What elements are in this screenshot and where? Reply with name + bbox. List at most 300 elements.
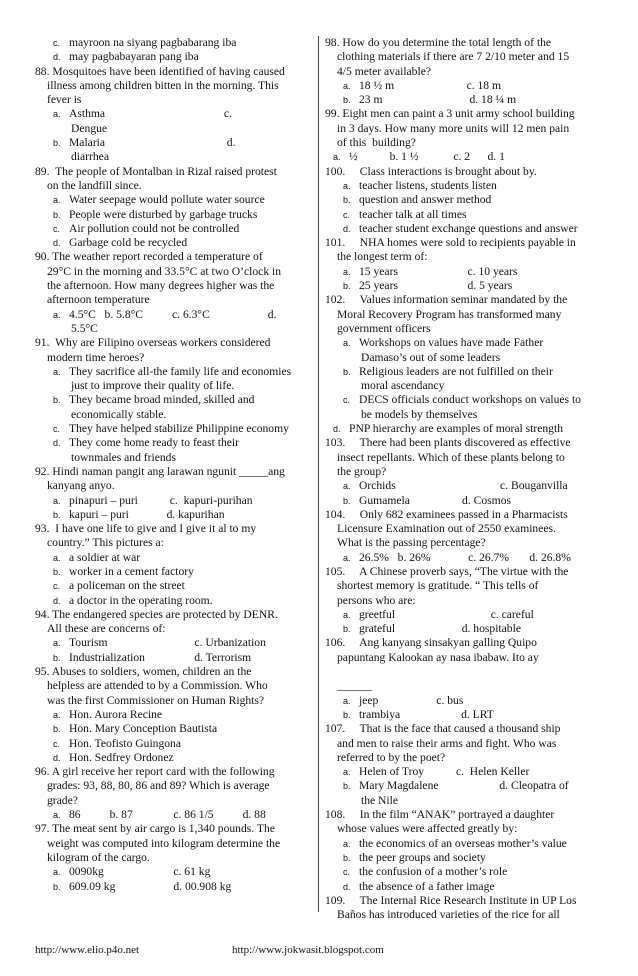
line-text: persons who are: bbox=[337, 593, 416, 607]
line-text: They became broad minded, skilled and bbox=[69, 393, 255, 407]
option-line bbox=[325, 479, 603, 493]
option-marker: d. bbox=[53, 752, 61, 763]
line-text: teacher talk at all times bbox=[359, 207, 467, 221]
line-text: of this building? bbox=[337, 136, 416, 150]
option-line bbox=[35, 636, 313, 650]
option-marker: b. bbox=[343, 709, 351, 720]
line-text: Hon. Aurora Recine bbox=[69, 707, 163, 721]
line-text: country.” This pictures a: bbox=[47, 536, 164, 550]
line-text: 102. Values information seminar mandated by the bbox=[325, 293, 568, 307]
question-line bbox=[325, 122, 603, 136]
line-text: Mary Magdalene d. Cleopatra of bbox=[359, 779, 569, 793]
line-text: 107. That is the face that caused a thousand ship bbox=[325, 722, 561, 736]
question-line bbox=[35, 79, 313, 93]
line-text: kanyang anyo. bbox=[47, 479, 115, 493]
option-line bbox=[325, 365, 603, 379]
option-line bbox=[325, 694, 603, 708]
question-line bbox=[325, 236, 603, 250]
option-marker: d. bbox=[343, 223, 351, 234]
option-marker: a. bbox=[53, 552, 61, 563]
line-text: modern time heroes? bbox=[47, 350, 145, 364]
option-marker: c. bbox=[343, 209, 351, 220]
question-line bbox=[325, 522, 603, 536]
line-text: 105. A Chinese proverb says, “The virtue with the bbox=[325, 564, 569, 578]
question-line bbox=[35, 522, 313, 536]
line-text: the afternoon. How many degrees higher was the bbox=[47, 279, 275, 293]
line-text: Moral Recovery Program has transformed many bbox=[337, 307, 562, 321]
option-line bbox=[325, 193, 603, 207]
option-marker: a. bbox=[343, 80, 351, 91]
question-line bbox=[35, 336, 313, 350]
line-text: papuntang Kalookan ay nasa ibabaw. Ito ay bbox=[337, 650, 539, 664]
option-line bbox=[35, 50, 313, 64]
option-line bbox=[325, 279, 603, 293]
option-line bbox=[35, 594, 313, 608]
line-text: Air pollution could not be controlled bbox=[69, 221, 240, 235]
question-line bbox=[325, 594, 603, 608]
left-column bbox=[35, 36, 313, 894]
right-column bbox=[325, 36, 603, 922]
option-line bbox=[325, 779, 603, 793]
line-text: 100. Class interactions is brought about by. bbox=[325, 164, 537, 178]
option-marker: d. bbox=[53, 238, 61, 249]
option-line bbox=[35, 551, 313, 565]
line-text: the Nile bbox=[361, 793, 399, 807]
line-text: shortest memory is gratitude. “ This tells of bbox=[337, 579, 539, 593]
option-line bbox=[35, 808, 313, 822]
line-text: They have helped stabilize Philippine economy bbox=[69, 422, 289, 436]
option-marker: b. bbox=[53, 395, 61, 406]
line-text: the longest term of: bbox=[337, 250, 428, 264]
line-text: 96. A girl receive her report card with the following bbox=[35, 765, 275, 779]
line-text: 89. The people of Montalban in Rizal raised protest bbox=[35, 164, 277, 178]
line-text: 97. The meat sent by air cargo is 1,340 pounds. The bbox=[35, 822, 275, 836]
line-text: 26.5% b. 26% c. 26.7% d. 26.8% bbox=[359, 550, 571, 564]
line-text: jeep c. bus bbox=[359, 693, 464, 707]
line-text: Helen of Troy c. Helen Keller bbox=[359, 765, 530, 779]
question-line bbox=[35, 694, 313, 708]
line-text: Workshops on values have made Father bbox=[359, 336, 544, 350]
line-text: 94. The endangered species are protected by DENR. bbox=[35, 607, 278, 621]
question-line bbox=[35, 379, 313, 393]
option-line bbox=[35, 365, 313, 379]
option-marker: a. bbox=[343, 838, 351, 849]
line-text: kapuri – puri d. kapurihan bbox=[69, 507, 225, 521]
option-marker: c. bbox=[53, 738, 61, 749]
question-line bbox=[325, 565, 603, 579]
option-line bbox=[35, 208, 313, 222]
line-text: 95. Abuses to soldiers, women, children an the bbox=[35, 665, 252, 679]
option-marker: a. bbox=[53, 638, 61, 649]
option-line bbox=[325, 608, 603, 622]
line-text: insect repellants. Which of these plants belong to bbox=[337, 450, 565, 464]
option-line bbox=[325, 880, 603, 894]
question-line bbox=[325, 408, 603, 422]
option-marker: a. bbox=[53, 109, 61, 120]
option-marker: c. bbox=[53, 424, 61, 435]
option-marker: b. bbox=[343, 95, 351, 106]
line-text: referred to by the poet? bbox=[337, 750, 446, 764]
option-marker: b. bbox=[53, 209, 61, 220]
line-text: grateful d. hospitable bbox=[359, 622, 521, 636]
option-marker: a. bbox=[53, 366, 61, 377]
question-line bbox=[35, 65, 313, 79]
line-text: DECS officials conduct workshops on values to bbox=[359, 393, 581, 407]
line-text: be models by themselves bbox=[361, 407, 478, 421]
option-line bbox=[35, 579, 313, 593]
option-line bbox=[325, 79, 603, 93]
option-line bbox=[325, 93, 603, 107]
option-line bbox=[325, 393, 603, 407]
question-line bbox=[35, 665, 313, 679]
question-line bbox=[35, 765, 313, 779]
question-line bbox=[325, 136, 603, 150]
line-text: on the landfill since. bbox=[47, 178, 142, 192]
line-text: Gumamela d. Cosmos bbox=[359, 493, 511, 507]
question-line bbox=[35, 150, 313, 164]
question-line bbox=[325, 322, 603, 336]
option-marker: d. bbox=[343, 881, 351, 892]
line-text: 25 years d. 5 years bbox=[359, 279, 513, 293]
line-text: diarrhea bbox=[71, 150, 109, 164]
line-text: What is the passing percentage? bbox=[337, 536, 486, 550]
line-text: the group? bbox=[337, 464, 387, 478]
option-line bbox=[325, 551, 603, 565]
line-text: a policeman on the street bbox=[69, 579, 185, 593]
option-line bbox=[35, 651, 313, 665]
line-text: ½ b. 1 ½ c. 2 d. 1 bbox=[349, 150, 505, 164]
question-line bbox=[325, 737, 603, 751]
line-text: just to improve their quality of life. bbox=[71, 379, 235, 393]
option-line bbox=[35, 751, 313, 765]
option-marker: a. bbox=[343, 695, 351, 706]
option-marker: b. bbox=[53, 724, 61, 735]
question-line bbox=[325, 351, 603, 365]
option-marker: a. bbox=[343, 767, 351, 778]
option-line bbox=[35, 136, 313, 150]
line-text: Hon. Sedfrey Ordonez bbox=[69, 750, 174, 764]
line-text: fever is bbox=[47, 93, 82, 107]
option-marker: b. bbox=[343, 781, 351, 792]
line-text: 92. Hindi naman pangit ang larawan ngunit _____ang bbox=[35, 464, 285, 478]
footer-right-url[interactable]: http://www.jokwasit.blogspot.com bbox=[232, 944, 384, 956]
line-text: 91. Why are Filipino overseas workers considered bbox=[35, 336, 271, 350]
option-line bbox=[35, 565, 313, 579]
line-text: illness among children bitten in the morning. This bbox=[47, 78, 279, 92]
line-text: 90. The weather report recorded a temperature of bbox=[35, 250, 263, 264]
question-line bbox=[325, 536, 603, 550]
option-line bbox=[325, 336, 603, 350]
question-line bbox=[325, 679, 603, 693]
option-line bbox=[35, 393, 313, 407]
option-marker: a. bbox=[53, 309, 61, 320]
line-text: PNP hierarchy are examples of moral strength bbox=[349, 422, 563, 436]
option-line bbox=[35, 880, 313, 894]
line-text: 0090kg c. 61 kg bbox=[69, 865, 211, 879]
question-line bbox=[35, 179, 313, 193]
option-line bbox=[35, 436, 313, 450]
option-line bbox=[325, 265, 603, 279]
line-text: teacher student exchange questions and answer bbox=[359, 221, 578, 235]
line-text: 18 ½ m c. 18 m bbox=[359, 78, 502, 92]
question-line bbox=[35, 250, 313, 264]
question-line bbox=[35, 279, 313, 293]
line-text: 108. In the film “ANAK” portrayed a daughter bbox=[325, 808, 555, 822]
line-text: 99. Eight men can paint a 3 unit army school building bbox=[325, 107, 575, 121]
question-line bbox=[35, 322, 313, 336]
option-marker: d. bbox=[53, 438, 61, 449]
question-line bbox=[325, 508, 603, 522]
option-marker: a. bbox=[343, 180, 351, 191]
option-line bbox=[325, 708, 603, 722]
line-text: kilogram of the cargo. bbox=[47, 850, 150, 864]
option-line bbox=[325, 422, 603, 436]
option-line bbox=[325, 622, 603, 636]
option-marker: a. bbox=[343, 481, 351, 492]
line-text: clothing materials if there are 7 2/10 meter and 15 bbox=[337, 50, 570, 64]
line-text: 86 b. 87 c. 86 1/5 d. 88 bbox=[69, 808, 266, 822]
option-line bbox=[325, 851, 603, 865]
footer-left-url[interactable]: http://www.elio.p4o.net bbox=[35, 944, 140, 956]
option-marker: b. bbox=[343, 852, 351, 863]
question-line bbox=[325, 908, 603, 922]
line-text: Orchids c. Bouganvilla bbox=[359, 479, 568, 493]
option-marker: b. bbox=[343, 624, 351, 635]
option-marker: c. bbox=[343, 867, 351, 878]
question-line bbox=[35, 293, 313, 307]
line-text: Baños has introduced varieties of the rice for all bbox=[337, 908, 560, 922]
question-line bbox=[35, 837, 313, 851]
line-text: government officers bbox=[337, 321, 431, 335]
question-line bbox=[325, 250, 603, 264]
option-marker: a. bbox=[343, 609, 351, 620]
question-line bbox=[35, 351, 313, 365]
question-line bbox=[325, 751, 603, 765]
line-text: helpless are attended to by a Commission. Who bbox=[47, 679, 268, 693]
question-line bbox=[325, 722, 603, 736]
line-text: and men to raise their arms and fight. Who was bbox=[337, 736, 557, 750]
line-text: Asthma c. bbox=[69, 107, 232, 121]
line-text: Hon. Mary Conception Bautista bbox=[69, 722, 218, 736]
line-text: whose values were affected greatly by: bbox=[337, 822, 518, 836]
line-text: 5.5°C bbox=[71, 321, 98, 335]
option-line bbox=[325, 179, 603, 193]
line-text: 15 years c. 10 years bbox=[359, 264, 518, 278]
question-line bbox=[325, 379, 603, 393]
line-text: All these are concerns of: bbox=[47, 622, 166, 636]
question-line bbox=[35, 608, 313, 622]
question-line bbox=[325, 822, 603, 836]
question-line bbox=[35, 479, 313, 493]
option-line bbox=[35, 422, 313, 436]
option-marker: a. bbox=[53, 810, 61, 821]
option-marker: a. bbox=[333, 152, 341, 163]
option-marker: a. bbox=[343, 552, 351, 563]
option-line bbox=[325, 765, 603, 779]
question-line bbox=[325, 579, 603, 593]
line-text: grades: 93, 88, 80, 86 and 89? Which is average bbox=[47, 779, 270, 793]
question-line bbox=[325, 107, 603, 121]
option-marker: a. bbox=[53, 867, 61, 878]
line-text: 88. Mosquitoes have been identified of having caused bbox=[35, 64, 285, 78]
option-line bbox=[35, 494, 313, 508]
option-line bbox=[35, 107, 313, 121]
line-text: a soldier at war bbox=[69, 550, 141, 564]
question-line bbox=[35, 93, 313, 107]
question-line bbox=[325, 436, 603, 450]
option-line bbox=[325, 837, 603, 851]
question-line bbox=[35, 851, 313, 865]
question-line bbox=[35, 679, 313, 693]
question-line bbox=[325, 794, 603, 808]
line-text: greetful c. careful bbox=[359, 607, 534, 621]
line-text: in 3 days. How many more units will 12 men pain bbox=[337, 121, 570, 135]
option-line bbox=[35, 222, 313, 236]
option-line bbox=[35, 708, 313, 722]
option-marker: b. bbox=[53, 881, 61, 892]
line-text: Hon. Teofisto Guingona bbox=[69, 736, 182, 750]
line-text: teacher listens, students listen bbox=[359, 178, 497, 192]
line-text: the peer groups and society bbox=[359, 850, 486, 864]
line-text: Dengue bbox=[71, 121, 108, 135]
question-line bbox=[325, 665, 603, 679]
line-text: 4.5°C b. 5.8°C c. 6.3°C d. bbox=[69, 307, 277, 321]
line-text: the absence of a father image bbox=[359, 879, 495, 893]
question-line bbox=[35, 122, 313, 136]
option-marker: d. bbox=[53, 52, 61, 63]
column-divider bbox=[318, 36, 319, 912]
option-marker: d. bbox=[333, 424, 341, 435]
question-line bbox=[35, 536, 313, 550]
question-line bbox=[325, 894, 603, 908]
option-marker: c. bbox=[53, 38, 61, 48]
option-marker: a. bbox=[53, 495, 61, 506]
option-line bbox=[35, 737, 313, 751]
line-text: Garbage cold be recycled bbox=[69, 236, 188, 250]
option-line bbox=[35, 722, 313, 736]
line-text: trambiya d. LRT bbox=[359, 707, 494, 721]
option-marker: c. bbox=[53, 581, 61, 592]
question-line bbox=[35, 408, 313, 422]
question-line bbox=[325, 50, 603, 64]
option-marker: a. bbox=[343, 338, 351, 349]
question-line bbox=[35, 622, 313, 636]
question-line bbox=[35, 265, 313, 279]
line-text: They come home ready to feast their bbox=[69, 436, 239, 450]
option-marker: b. bbox=[53, 652, 61, 663]
option-line bbox=[35, 508, 313, 522]
line-text: mayroon na siyang pagbabarang iba bbox=[69, 36, 237, 49]
option-line bbox=[35, 236, 313, 250]
line-text: 29°C in the morning and 33.5°C at two O’clock in bbox=[47, 264, 282, 278]
line-text: ______ bbox=[337, 679, 372, 693]
line-text: 609.09 kg d. 00.908 kg bbox=[69, 879, 232, 893]
option-marker: b. bbox=[343, 195, 351, 206]
option-marker: b. bbox=[343, 281, 351, 292]
line-text: People were disturbed by garbage trucks bbox=[69, 207, 258, 221]
option-line bbox=[35, 308, 313, 322]
line-text: the economics of an overseas mother’s value bbox=[359, 836, 567, 850]
question-line bbox=[325, 636, 603, 650]
option-marker: b. bbox=[53, 138, 61, 149]
line-text: economically stable. bbox=[71, 407, 167, 421]
option-marker: b. bbox=[343, 495, 351, 506]
option-line bbox=[325, 865, 603, 879]
line-text: grade? bbox=[47, 793, 78, 807]
option-marker: b. bbox=[343, 366, 351, 377]
line-text: 4/5 meter available? bbox=[337, 64, 431, 78]
line-text: 98. How do you determine the total length of the bbox=[325, 36, 552, 49]
line-text: the confusion of a mother’s role bbox=[359, 865, 508, 879]
line-text: Tourism c. Urbanization bbox=[69, 636, 266, 650]
question-line bbox=[325, 308, 603, 322]
question-line bbox=[325, 451, 603, 465]
line-text: Water seepage would pollute water source bbox=[69, 193, 265, 207]
question-line bbox=[35, 165, 313, 179]
line-text: question and answer method bbox=[359, 193, 492, 207]
line-text: Malaria d. bbox=[69, 136, 236, 150]
question-line bbox=[325, 36, 603, 50]
line-text: 103. There had been plants discovered as effective bbox=[325, 436, 571, 450]
line-text: Industrialization d. Terrorism bbox=[69, 650, 252, 664]
question-line bbox=[35, 779, 313, 793]
question-line bbox=[35, 794, 313, 808]
line-text: worker in a cement factory bbox=[69, 564, 194, 578]
option-marker: b. bbox=[53, 566, 61, 577]
line-text: 23 m d. 18 ¼ m bbox=[359, 93, 517, 107]
line-text: They sacrifice all-the family life and economies bbox=[69, 364, 292, 378]
option-marker: a. bbox=[53, 195, 61, 206]
option-line bbox=[35, 193, 313, 207]
line-text: 101. NHA homes were sold to recipients payable in bbox=[325, 236, 576, 250]
line-text: 93. I have one life to give and I give it al to my bbox=[35, 522, 257, 536]
option-marker: c. bbox=[53, 223, 61, 234]
option-line bbox=[35, 36, 313, 50]
question-line bbox=[325, 293, 603, 307]
option-line bbox=[325, 222, 603, 236]
line-text: pinapuri – puri c. kapuri-purihan bbox=[69, 493, 253, 507]
option-line bbox=[325, 150, 603, 164]
line-text: 106. Ang kanyang sinsakyan galling Quipo bbox=[325, 636, 537, 650]
option-line bbox=[325, 494, 603, 508]
option-line bbox=[325, 208, 603, 222]
question-line bbox=[35, 822, 313, 836]
option-marker: b. bbox=[53, 509, 61, 520]
option-marker: a. bbox=[53, 709, 61, 720]
line-text: 104. Only 682 examinees passed in a Pharmacists bbox=[325, 507, 568, 521]
line-text: Licensure Examination out of 2550 examinees. bbox=[337, 522, 556, 536]
line-text: may pagbabayaran pang iba bbox=[69, 50, 199, 64]
line-text: afternoon temperature bbox=[47, 293, 150, 307]
question-line bbox=[325, 808, 603, 822]
line-text: was the first Commissioner on Human Rights? bbox=[47, 693, 265, 707]
option-marker: d. bbox=[53, 595, 61, 606]
line-text: weight was computed into kilogram determine the bbox=[47, 836, 281, 850]
question-line bbox=[325, 465, 603, 479]
line-text: Religious leaders are not fulfilled on their bbox=[359, 364, 553, 378]
line-text: 109. The Internal Rice Research Institute in UP Los bbox=[325, 893, 577, 907]
line-text: a doctor in the operating room. bbox=[69, 593, 213, 607]
question-line bbox=[35, 451, 313, 465]
option-line bbox=[35, 865, 313, 879]
question-line bbox=[325, 651, 603, 665]
question-line bbox=[325, 165, 603, 179]
line-text: Damaso’s out of some leaders bbox=[361, 350, 501, 364]
option-marker: a. bbox=[343, 266, 351, 277]
line-text: moral ascendancy bbox=[361, 379, 445, 393]
question-line bbox=[35, 465, 313, 479]
line-text: townmales and friends bbox=[71, 450, 176, 464]
